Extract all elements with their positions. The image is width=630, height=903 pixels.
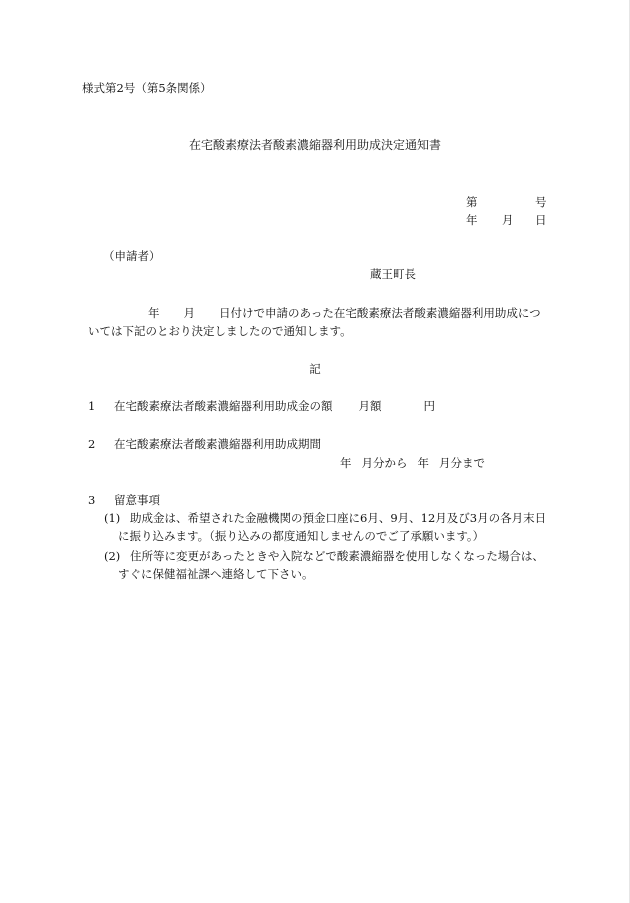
note-1-line-1 <box>104 510 546 526</box>
period-year-to: 年 <box>417 456 429 470</box>
issue-date-month: 月 <box>502 213 514 227</box>
item-1-yen: 円 <box>423 399 435 413</box>
issue-date-day: 日 <box>535 213 547 227</box>
item-3-label: 留意事項 <box>114 493 160 507</box>
item-1 <box>88 398 435 414</box>
item-2-label: 在宅酸素療法者酸素濃縮器利用助成期間 <box>114 437 321 451</box>
note-2-text-1: 住所等に変更があったときや入院などで酸素濃縮器を使用しなくなった場合は、 <box>130 549 544 563</box>
body-month: 月 <box>183 306 195 320</box>
applicant-label: （申請者） <box>103 249 161 263</box>
form-number: 様式第2号（第5条関係） <box>82 81 212 95</box>
note-2-line-2: すぐに保健福祉課へ連絡して下さい。 <box>118 567 314 581</box>
document-number-prefix: 第 <box>466 195 478 209</box>
note-2-number: (2) <box>104 549 121 563</box>
issuer-name: 蔵王町長 <box>370 267 416 281</box>
body-text-1: 日付けで申請のあった在宅酸素療法者酸素濃縮器利用助成につ <box>219 306 541 320</box>
body-line-1 <box>148 305 541 321</box>
period-to: 月分まで <box>439 456 485 470</box>
period-from: 月分から <box>361 456 408 470</box>
item-1-number: 1 <box>88 399 96 413</box>
note-1-number: (1) <box>104 511 121 525</box>
body-year: 年 <box>148 306 160 320</box>
period-year-from: 年 <box>340 456 352 470</box>
subsidy-period <box>340 455 485 471</box>
item-3-number: 3 <box>88 493 96 507</box>
note-1-line-2: に振り込みます。（振り込みの都度通知しませんのでご了承願います。） <box>118 529 485 543</box>
document-title: 在宅酸素療法者酸素濃縮器利用助成決定通知書 <box>188 138 441 152</box>
document-number-suffix: 号 <box>535 195 547 209</box>
note-2-line-1 <box>104 548 544 564</box>
note-1-text-1: 助成金は、希望された金融機関の預金口座に6月、9月、12月及び3月の各月末日 <box>130 511 547 525</box>
item-1-monthly: 月額 <box>358 399 382 413</box>
item-2 <box>88 436 321 452</box>
body-line-2: いては下記のとおり決定しましたので通知します。 <box>88 324 352 338</box>
issue-date-year: 年 <box>466 213 478 227</box>
item-1-label: 在宅酸素療法者酸素濃縮器利用助成金の額 <box>114 399 333 413</box>
item-3 <box>88 492 160 508</box>
item-2-number: 2 <box>88 437 96 451</box>
ki-heading: 記 <box>309 362 321 376</box>
